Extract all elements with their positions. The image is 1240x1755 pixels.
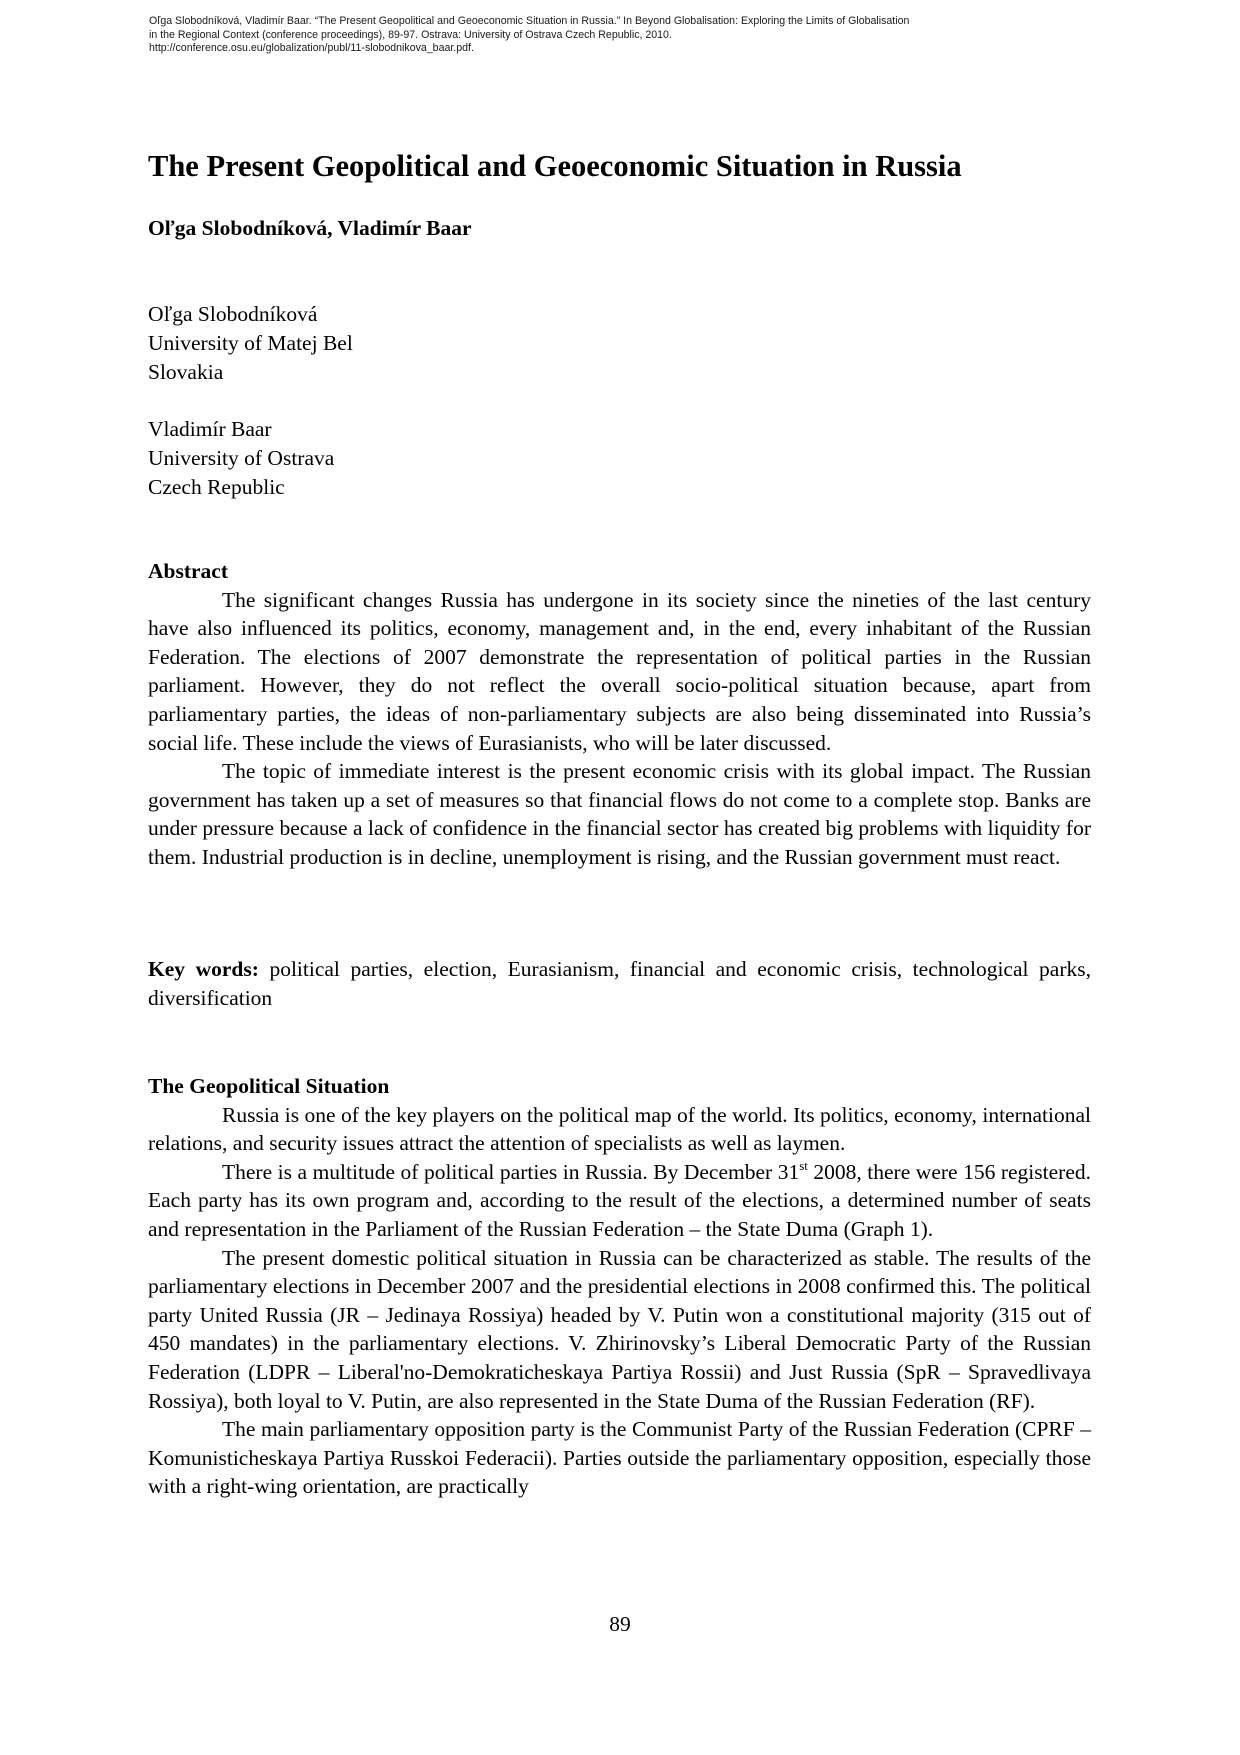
keywords-paragraph [148, 955, 1091, 1012]
citation-line-3: http://conference.osu.eu/globalization/publ/11-slobodnikova_baar.pdf. [149, 42, 474, 54]
ordinal-superscript: st [799, 1157, 808, 1173]
abstract-heading: Abstract [148, 559, 229, 583]
geopolitical-paragraph-1: Russia is one of the key players on the political map of the world. Its politics, economy, international relations, and security issues attract the attention of specialists as well as laymen. [148, 1102, 1091, 1156]
affiliation-country: Slovakia [148, 360, 224, 384]
paper-title: The Present Geopolitical and Geoeconomic Situation in Russia [148, 149, 962, 183]
keywords-label: Key words: [148, 957, 259, 981]
affiliation-country: Czech Republic [148, 475, 285, 499]
citation-line-1: Oľga Slobodníková, Vladimír Baar. “The Present Geopolitical and Geoeconomic Situation in Russia.” In Beyond Globalisation: Exploring the Limits of Globalisation [149, 15, 910, 27]
affiliation-name: Vladimír Baar [148, 417, 272, 441]
paragraph-text-after-superscript: 2008, there were 156 registered. Each party has its own program and, according to the result of the elections, a determined number of seats and representation in the Parliament of the Russian Federation – the State Duma (Graph 1). [148, 1159, 1091, 1241]
affiliation-name: Oľga Slobodníková [148, 302, 318, 326]
keywords-text: political parties, election, Eurasianism, financial and economic crisis, technological parks, diversification [148, 957, 1091, 1010]
abstract-paragraph-1: The significant changes Russia has undergone in its society since the nineties of the last century have also influenced its politics, economy, management and, in the end, every inhabitant of the Russian Federation. The elections of 2007 demonstrate the representation of political parties in the Russian parliament. However, they do not reflect the overall socio-political situation because, apart from parliamentary parties, the ideas of non-parliamentary subjects are also being disseminated into Russia’s social life. These include the views of Eurasianists, who will be later discussed. [148, 587, 1091, 755]
keywords-section [148, 955, 1091, 1012]
affiliation-institution: University of Matej Bel [148, 331, 353, 355]
affiliation-block-1 [148, 300, 648, 387]
page-number: 89 [609, 1612, 631, 1636]
geopolitical-paragraph-4: The main parliamentary opposition party is the Communist Party of the Russian Federation (CPRF – Komunisticheskaya Partiya Russkoi Federacii). Parties outside the parliamentary opposition, especially those with a right-wing orientation, are practically [148, 1417, 1091, 1499]
citation-header [149, 15, 1069, 56]
abstract-section [148, 557, 1091, 872]
geopolitical-section [148, 1072, 1091, 1501]
paragraph-text-before-superscript: There is a multitude of political parties in Russia. By December 31 [222, 1159, 800, 1184]
geopolitical-paragraph-3: The present domestic political situation in Russia can be characterized as stable. The results of the parliamentary elections in December 2007 and the presidential elections in 2008 confirmed this. The political party United Russia (JR – Jedinaya Rossiya) headed by V. Putin won a constitutional majority (315 out of 450 mandates) in the parliamentary elections. V. Zhirinovsky’s Liberal Democratic Party of the Russian Federation (LDPR – Liberal'no-Demokraticheskaya Partiya Rossii) and Just Russia (SpR – Spravedlivaya Rossiya), both loyal to V. Putin, are also represented in the State Duma of the Russian Federation (RF). [148, 1245, 1091, 1413]
abstract-paragraph-2: The topic of immediate interest is the present economic crisis with its global impact. The Russian government has taken up a set of measures so that financial flows do not come to a complete stop. Banks are under pressure because a lack of confidence in the financial sector has created big problems with liquidity for them. Industrial production is in decline, unemployment is rising, and the Russian government must react. [148, 759, 1091, 869]
geopolitical-paragraph-2 [148, 1158, 1091, 1244]
affiliation-block-2 [148, 415, 648, 502]
geopolitical-heading: The Geopolitical Situation [148, 1074, 390, 1098]
affiliation-institution: University of Ostrava [148, 446, 335, 470]
author-list: Oľga Slobodníková, Vladimír Baar [148, 216, 472, 240]
citation-line-2: in the Regional Context (conference proceedings), 89-97. Ostrava: University of Ostrava Czech Republic, 2010. [149, 28, 672, 41]
